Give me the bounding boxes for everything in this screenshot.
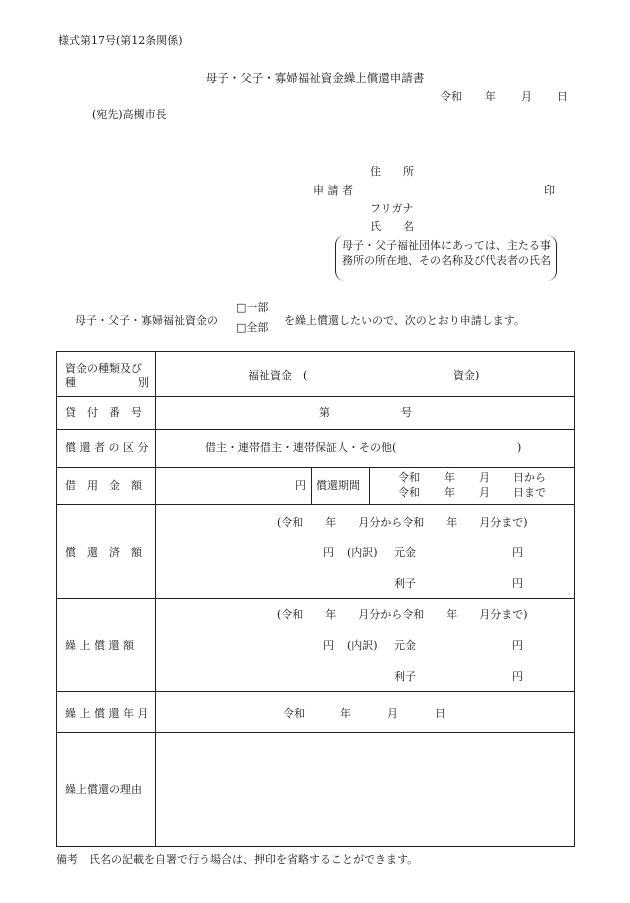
- period-to-day[interactable]: 日まで: [513, 486, 546, 499]
- loan-number-label: 貸 付 番 号: [65, 406, 142, 419]
- repaid-interest-label: 利子: [394, 577, 416, 590]
- option-full-checkbox[interactable]: □全部: [236, 321, 269, 334]
- repaid-interest-yen[interactable]: 円: [512, 577, 523, 590]
- row-divider: [57, 429, 574, 430]
- repaid-yen[interactable]: 円: [323, 546, 334, 559]
- loan-number-go[interactable]: 号: [401, 406, 412, 419]
- footnote: 備考 氏名の記載を自署で行う場合は、押印を省略することができます。: [56, 853, 419, 866]
- fund-type-label: 資金の種類及び: [65, 362, 142, 375]
- name-label: 氏 名: [370, 220, 414, 233]
- repayer-category-label: 償 還 者 の 区 分: [65, 441, 149, 454]
- period-to-era: 令和: [398, 486, 420, 499]
- form-number: 様式第17号(第12条関係): [58, 34, 183, 47]
- period-from-month: 月: [479, 471, 490, 484]
- period-to-year: 年: [444, 486, 455, 499]
- early-date-year: 年: [340, 707, 351, 720]
- reason-label: 繰上償還の理由: [65, 783, 142, 796]
- period-from-year: 年: [444, 471, 455, 484]
- address-label: 住 所: [370, 165, 414, 178]
- early-range[interactable]: (令和 年 月分から令和 年 月分まで): [277, 608, 528, 621]
- early-breakdown-label: (内訳): [347, 639, 378, 652]
- early-date-month: 月: [387, 707, 398, 720]
- early-principal-yen[interactable]: 円: [512, 639, 523, 652]
- reason-field[interactable]: [157, 734, 572, 844]
- early-date-label: 繰 上 償 還 年 月: [65, 707, 149, 720]
- organization-note: 母子・父子福祉団体にあっては、主たる事務所の所在地、その名称及び代表者の氏名: [342, 239, 551, 267]
- early-date-day[interactable]: 日: [435, 707, 446, 720]
- loan-number-dai: 第: [319, 406, 330, 419]
- sentence-tail: を繰上償還したいので、次のとおり申請します。: [284, 314, 525, 327]
- fund-type-label-2a: 種: [65, 376, 76, 389]
- row-divider: [57, 396, 574, 397]
- row-divider: [57, 691, 574, 692]
- row-divider: [57, 504, 574, 505]
- amount-divider: [311, 467, 312, 504]
- date-day: 日: [557, 90, 568, 103]
- fund-type-label-2b: 別: [138, 376, 149, 389]
- early-yen[interactable]: 円: [323, 639, 334, 652]
- date-era: 令和: [440, 90, 462, 103]
- early-interest-label: 利子: [394, 670, 416, 683]
- period-divider: [369, 467, 370, 504]
- row-divider: [57, 467, 574, 468]
- period-from-era: 令和: [398, 471, 420, 484]
- fund-type-close: 資金): [453, 369, 480, 382]
- period-from-day[interactable]: 日から: [513, 471, 546, 484]
- row-divider: [57, 598, 574, 599]
- loan-amount-yen[interactable]: 円: [295, 479, 306, 492]
- application-date[interactable]: [440, 91, 568, 102]
- date-year: 年: [485, 90, 496, 103]
- loan-amount-label: 借 用 金 額: [65, 479, 142, 492]
- repaid-amount-label: 償 還 済 額: [65, 546, 142, 559]
- repayer-category-options[interactable]: 借主・連帯借主・連帯保証人・その他(: [205, 441, 397, 454]
- document-title: 母子・父子・寡婦福祉資金繰上償還申請書: [205, 71, 425, 85]
- repaid-breakdown-label: (内訳): [347, 546, 378, 559]
- repaid-principal-label: 元金: [394, 546, 416, 559]
- date-month: 月: [521, 90, 532, 103]
- early-amount-label: 繰 上 償 還 額: [65, 639, 134, 652]
- repayer-category-close: ): [517, 441, 522, 454]
- application-table: [56, 351, 575, 847]
- repay-period-label: 償還期間: [316, 479, 360, 492]
- seal-mark: 印: [544, 184, 555, 197]
- row-divider: [57, 732, 574, 733]
- repaid-range[interactable]: (令和 年 月分から令和 年 月分まで): [277, 516, 528, 529]
- fund-type-value[interactable]: 福祉資金 (: [248, 369, 308, 382]
- sentence-lead: 母子・父子・寡婦福祉資金の: [75, 314, 218, 327]
- early-interest-yen[interactable]: 円: [512, 670, 523, 683]
- furigana-label: フリガナ: [370, 202, 414, 215]
- early-principal-label: 元金: [394, 639, 416, 652]
- period-to-month: 月: [479, 486, 490, 499]
- early-date-era: 令和: [283, 707, 305, 720]
- repaid-principal-yen[interactable]: 円: [512, 546, 523, 559]
- column-divider: [155, 352, 156, 846]
- option-partial-checkbox[interactable]: □一部: [236, 301, 269, 314]
- addressee: (宛先)高槻市長: [92, 108, 167, 121]
- applicant-label: 申 請 者: [313, 184, 353, 197]
